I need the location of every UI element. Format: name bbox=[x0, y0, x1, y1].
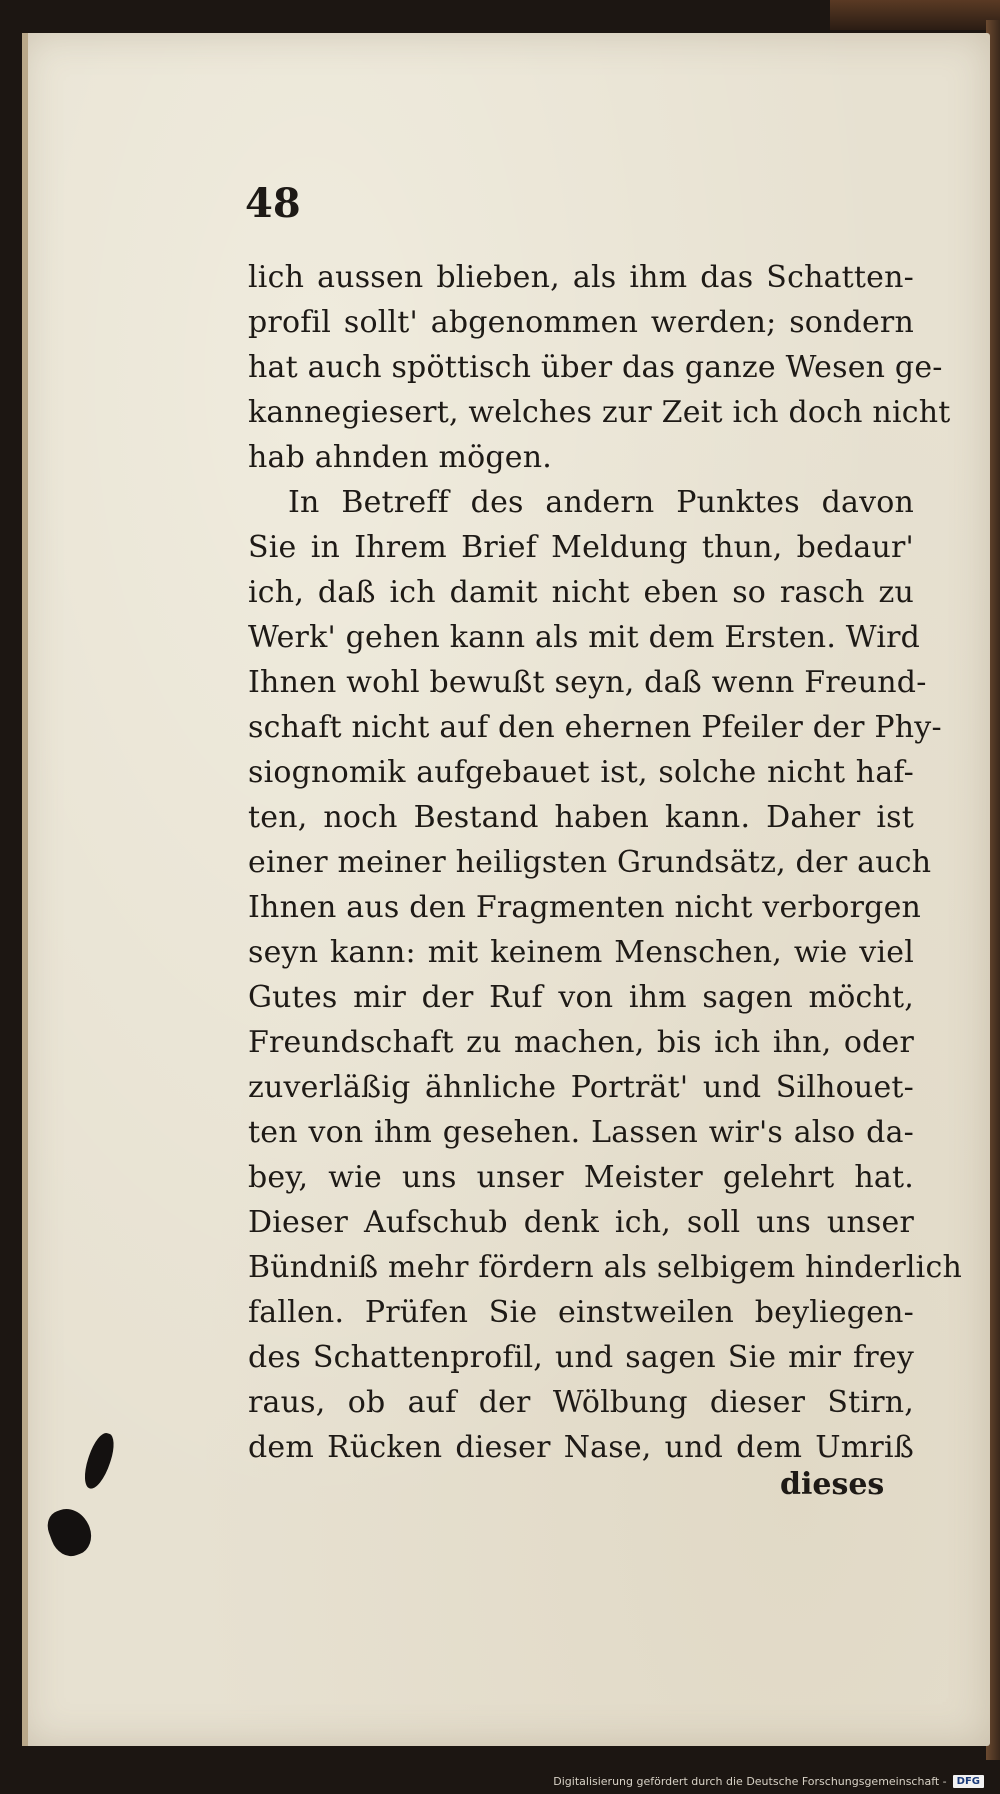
digitization-footer bbox=[553, 1772, 984, 1790]
text-line: bey, wie uns unser Meister gelehrt hat. bbox=[248, 1160, 914, 1195]
text-line: des Schattenprofil, und sagen Sie mir frey bbox=[248, 1340, 914, 1375]
text-line: Dieser Aufschub denk ich, soll uns unser bbox=[248, 1205, 914, 1240]
text-line: Sie in Ihrem Brief Meldung thun, bedaur' bbox=[248, 530, 914, 565]
scan-background-edge bbox=[830, 0, 1000, 30]
page-number: 48 bbox=[245, 180, 301, 227]
text-line: ich, daß ich damit nicht eben so rasch zu bbox=[248, 575, 914, 610]
text-line: kannegiesert, welches zur Zeit ich doch nicht bbox=[248, 395, 951, 430]
footer-credit-text: Digitalisierung gefördert durch die Deutsche Forschungsgemeinschaft - bbox=[553, 1774, 947, 1788]
text-line: Gutes mir der Ruf von ihm sagen möcht, bbox=[248, 980, 914, 1015]
text-line: einer meiner heiligsten Grundsätz, der auch bbox=[248, 845, 932, 880]
text-line: Ihnen wohl bewußt seyn, daß wenn Freund- bbox=[248, 665, 927, 700]
text-line: seyn kann: mit keinem Menschen, wie viel bbox=[248, 935, 914, 970]
catchword: dieses bbox=[780, 1467, 885, 1502]
text-line: schaft nicht auf den ehernen Pfeiler der Phy- bbox=[248, 710, 942, 745]
text-line: lich aussen blieben, als ihm das Schatten- bbox=[248, 260, 914, 295]
text-line: Freundschaft zu machen, bis ich ihn, oder bbox=[248, 1025, 914, 1060]
text-line: Bündniß mehr fördern als selbigem hinderlich bbox=[248, 1250, 962, 1285]
text-line: Werk' gehen kann als mit dem Ersten. Wird bbox=[248, 620, 921, 655]
text-line: hab ahnden mögen. bbox=[248, 440, 553, 475]
text-line: siognomik aufgebauet ist, solche nicht haf- bbox=[248, 755, 914, 790]
text-line: Ihnen aus den Fragmenten nicht verborgen bbox=[248, 890, 922, 925]
text-line: In Betreff des andern Punktes davon bbox=[288, 485, 914, 520]
text-line: zuverläßig ähnliche Porträt' und Silhouet- bbox=[248, 1070, 914, 1105]
text-line: ten, noch Bestand haben kann. Daher ist bbox=[248, 800, 914, 835]
text-line: fallen. Prüfen Sie einstweilen beyliegen- bbox=[248, 1295, 914, 1330]
dfg-logo: DFG bbox=[953, 1775, 984, 1788]
page-text bbox=[248, 255, 962, 1470]
text-line: ten von ihm gesehen. Lassen wir's also da- bbox=[248, 1115, 914, 1150]
text-line: hat auch spöttisch über das ganze Wesen ge- bbox=[248, 350, 943, 385]
text-line: dem Rücken dieser Nase, und dem Umriß bbox=[248, 1430, 914, 1465]
text-line: raus, ob auf der Wölbung dieser Stirn, bbox=[248, 1385, 914, 1420]
text-line: profil sollt' abgenommen werden; sondern bbox=[248, 305, 914, 340]
